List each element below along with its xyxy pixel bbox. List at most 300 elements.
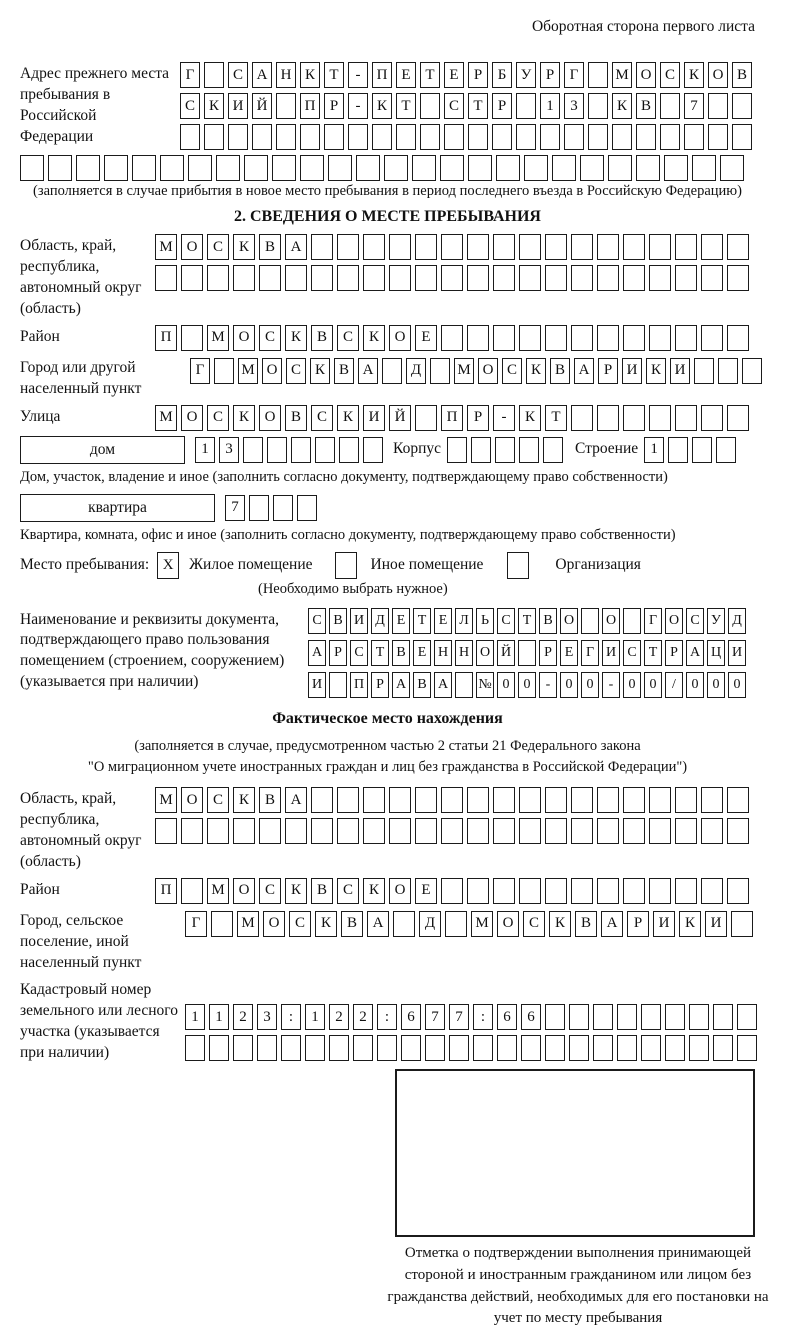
- form-cell[interactable]: [593, 1004, 613, 1030]
- stay-type-checkbox-other-premises[interactable]: [335, 552, 357, 579]
- form-cell[interactable]: [649, 265, 671, 291]
- form-cell[interactable]: [311, 787, 333, 813]
- form-cell[interactable]: И: [622, 358, 642, 384]
- form-cell[interactable]: К: [300, 62, 320, 88]
- form-cell[interactable]: В: [392, 640, 410, 666]
- form-cell[interactable]: [441, 787, 463, 813]
- form-cell[interactable]: [593, 1035, 613, 1061]
- form-cell[interactable]: [569, 1004, 589, 1030]
- form-cell[interactable]: [612, 124, 632, 150]
- form-cell[interactable]: [571, 405, 593, 431]
- form-cell[interactable]: [701, 405, 723, 431]
- form-cell[interactable]: Р: [468, 62, 488, 88]
- form-cell[interactable]: [701, 234, 723, 260]
- form-cell[interactable]: В: [311, 325, 333, 351]
- form-cell[interactable]: [597, 325, 619, 351]
- form-cell[interactable]: :: [281, 1004, 301, 1030]
- form-cell[interactable]: С: [180, 93, 200, 119]
- form-cell[interactable]: [692, 155, 716, 181]
- form-cell[interactable]: [675, 405, 697, 431]
- form-cell[interactable]: Т: [413, 608, 431, 634]
- form-cell[interactable]: [228, 124, 248, 150]
- form-cell[interactable]: [259, 265, 281, 291]
- form-cell[interactable]: В: [413, 672, 431, 698]
- form-cell[interactable]: [623, 265, 645, 291]
- form-cell[interactable]: С: [308, 608, 326, 634]
- form-cell[interactable]: Р: [539, 640, 557, 666]
- form-cell[interactable]: :: [377, 1004, 397, 1030]
- form-cell[interactable]: [597, 787, 619, 813]
- form-cell[interactable]: [440, 155, 464, 181]
- form-cell[interactable]: 1: [185, 1004, 205, 1030]
- form-cell[interactable]: [727, 405, 749, 431]
- form-cell[interactable]: [701, 878, 723, 904]
- form-cell[interactable]: [324, 124, 344, 150]
- form-cell[interactable]: [623, 325, 645, 351]
- form-cell[interactable]: [441, 818, 463, 844]
- form-cell[interactable]: [272, 155, 296, 181]
- form-cell[interactable]: [20, 155, 44, 181]
- form-cell[interactable]: Д: [419, 911, 441, 937]
- form-cell[interactable]: Е: [444, 62, 464, 88]
- form-cell[interactable]: [155, 818, 177, 844]
- form-cell[interactable]: Б: [492, 62, 512, 88]
- form-cell[interactable]: К: [233, 234, 255, 260]
- form-cell[interactable]: [660, 93, 680, 119]
- form-cell[interactable]: А: [686, 640, 704, 666]
- form-cell[interactable]: [689, 1035, 709, 1061]
- form-cell[interactable]: К: [337, 405, 359, 431]
- form-cell[interactable]: 1: [195, 437, 215, 463]
- form-cell[interactable]: О: [560, 608, 578, 634]
- form-cell[interactable]: [132, 155, 156, 181]
- form-cell[interactable]: 6: [401, 1004, 421, 1030]
- form-cell[interactable]: [244, 155, 268, 181]
- form-cell[interactable]: [540, 124, 560, 150]
- form-cell[interactable]: Р: [467, 405, 489, 431]
- form-cell[interactable]: [543, 437, 563, 463]
- form-cell[interactable]: [415, 265, 437, 291]
- form-cell[interactable]: Г: [581, 640, 599, 666]
- form-cell[interactable]: О: [708, 62, 728, 88]
- form-cell[interactable]: И: [728, 640, 746, 666]
- form-cell[interactable]: [444, 124, 464, 150]
- form-cell[interactable]: О: [259, 405, 281, 431]
- form-cell[interactable]: П: [441, 405, 463, 431]
- form-cell[interactable]: Е: [415, 878, 437, 904]
- form-cell[interactable]: [660, 124, 680, 150]
- form-cell[interactable]: [455, 672, 473, 698]
- form-cell[interactable]: [664, 155, 688, 181]
- form-cell[interactable]: [377, 1035, 397, 1061]
- form-cell[interactable]: [519, 818, 541, 844]
- form-cell[interactable]: 3: [257, 1004, 277, 1030]
- form-cell[interactable]: [649, 878, 671, 904]
- form-cell[interactable]: О: [262, 358, 282, 384]
- form-cell[interactable]: С: [623, 640, 641, 666]
- form-cell[interactable]: П: [300, 93, 320, 119]
- form-cell[interactable]: [185, 1035, 205, 1061]
- form-cell[interactable]: Р: [665, 640, 683, 666]
- form-cell[interactable]: 0: [497, 672, 515, 698]
- stay-type-checkbox-residential[interactable]: X: [157, 552, 179, 579]
- form-cell[interactable]: [571, 818, 593, 844]
- form-cell[interactable]: [689, 1004, 709, 1030]
- form-cell[interactable]: [389, 787, 411, 813]
- form-cell[interactable]: [267, 437, 287, 463]
- form-cell[interactable]: -: [539, 672, 557, 698]
- form-cell[interactable]: [617, 1035, 637, 1061]
- form-cell[interactable]: 0: [581, 672, 599, 698]
- form-cell[interactable]: [545, 818, 567, 844]
- form-cell[interactable]: [713, 1004, 733, 1030]
- form-cell[interactable]: [701, 265, 723, 291]
- form-cell[interactable]: К: [679, 911, 701, 937]
- form-cell[interactable]: [727, 325, 749, 351]
- form-cell[interactable]: [328, 155, 352, 181]
- form-cell[interactable]: К: [285, 878, 307, 904]
- form-cell[interactable]: [471, 437, 491, 463]
- form-cell[interactable]: М: [207, 878, 229, 904]
- form-cell[interactable]: [675, 325, 697, 351]
- form-cell[interactable]: [384, 155, 408, 181]
- form-cell[interactable]: 0: [518, 672, 536, 698]
- form-cell[interactable]: [519, 234, 541, 260]
- form-cell[interactable]: [285, 265, 307, 291]
- form-cell[interactable]: [708, 93, 728, 119]
- form-cell[interactable]: [545, 1004, 565, 1030]
- form-cell[interactable]: С: [686, 608, 704, 634]
- form-cell[interactable]: М: [237, 911, 259, 937]
- form-cell[interactable]: У: [707, 608, 725, 634]
- form-cell[interactable]: [363, 265, 385, 291]
- form-cell[interactable]: [441, 234, 463, 260]
- form-cell[interactable]: Р: [329, 640, 347, 666]
- form-cell[interactable]: [273, 495, 293, 521]
- form-cell[interactable]: [372, 124, 392, 150]
- form-cell[interactable]: С: [259, 325, 281, 351]
- form-cell[interactable]: [329, 672, 347, 698]
- form-cell[interactable]: [675, 878, 697, 904]
- form-cell[interactable]: 7: [425, 1004, 445, 1030]
- form-cell[interactable]: [518, 640, 536, 666]
- form-cell[interactable]: [449, 1035, 469, 1061]
- form-cell[interactable]: [597, 405, 619, 431]
- form-cell[interactable]: [597, 234, 619, 260]
- form-cell[interactable]: [363, 234, 385, 260]
- form-cell[interactable]: [468, 155, 492, 181]
- form-cell[interactable]: [181, 325, 203, 351]
- form-cell[interactable]: [545, 787, 567, 813]
- form-cell[interactable]: -: [493, 405, 515, 431]
- form-cell[interactable]: [396, 124, 416, 150]
- form-cell[interactable]: [311, 234, 333, 260]
- form-cell[interactable]: [623, 405, 645, 431]
- form-cell[interactable]: И: [653, 911, 675, 937]
- form-cell[interactable]: 6: [497, 1004, 517, 1030]
- form-cell[interactable]: О: [476, 640, 494, 666]
- form-cell[interactable]: В: [732, 62, 752, 88]
- form-cell[interactable]: [496, 155, 520, 181]
- form-cell[interactable]: [311, 818, 333, 844]
- form-cell[interactable]: Т: [420, 62, 440, 88]
- form-cell[interactable]: С: [286, 358, 306, 384]
- form-cell[interactable]: Ь: [476, 608, 494, 634]
- form-cell[interactable]: 0: [728, 672, 746, 698]
- form-cell[interactable]: Д: [371, 608, 389, 634]
- form-cell[interactable]: [181, 265, 203, 291]
- form-cell[interactable]: 0: [686, 672, 704, 698]
- form-cell[interactable]: В: [334, 358, 354, 384]
- form-cell[interactable]: [447, 437, 467, 463]
- form-cell[interactable]: [675, 818, 697, 844]
- form-cell[interactable]: Д: [728, 608, 746, 634]
- form-cell[interactable]: [552, 155, 576, 181]
- form-cell[interactable]: [581, 608, 599, 634]
- form-cell[interactable]: [588, 124, 608, 150]
- form-cell[interactable]: О: [263, 911, 285, 937]
- form-cell[interactable]: [214, 358, 234, 384]
- form-cell[interactable]: С: [228, 62, 248, 88]
- form-cell[interactable]: Т: [518, 608, 536, 634]
- form-cell[interactable]: О: [233, 878, 255, 904]
- form-cell[interactable]: [545, 325, 567, 351]
- form-cell[interactable]: [649, 234, 671, 260]
- form-cell[interactable]: К: [233, 787, 255, 813]
- form-cell[interactable]: [623, 608, 641, 634]
- form-cell[interactable]: [425, 1035, 445, 1061]
- form-cell[interactable]: Ц: [707, 640, 725, 666]
- form-cell[interactable]: Р: [598, 358, 618, 384]
- form-cell[interactable]: Р: [492, 93, 512, 119]
- form-cell[interactable]: И: [308, 672, 326, 698]
- form-cell[interactable]: И: [602, 640, 620, 666]
- form-cell[interactable]: [305, 1035, 325, 1061]
- form-cell[interactable]: [188, 155, 212, 181]
- form-cell[interactable]: 0: [623, 672, 641, 698]
- form-cell[interactable]: Й: [252, 93, 272, 119]
- form-cell[interactable]: Г: [185, 911, 207, 937]
- form-cell[interactable]: Т: [324, 62, 344, 88]
- form-cell[interactable]: [597, 878, 619, 904]
- form-cell[interactable]: [516, 124, 536, 150]
- form-cell[interactable]: [160, 155, 184, 181]
- form-cell[interactable]: [209, 1035, 229, 1061]
- form-cell[interactable]: [420, 124, 440, 150]
- form-cell[interactable]: [300, 155, 324, 181]
- form-cell[interactable]: [701, 818, 723, 844]
- form-cell[interactable]: [233, 818, 255, 844]
- form-cell[interactable]: [415, 234, 437, 260]
- form-cell[interactable]: П: [350, 672, 368, 698]
- form-cell[interactable]: [493, 818, 515, 844]
- form-cell[interactable]: [415, 787, 437, 813]
- form-cell[interactable]: 1: [209, 1004, 229, 1030]
- form-cell[interactable]: С: [311, 405, 333, 431]
- form-cell[interactable]: [315, 437, 335, 463]
- form-cell[interactable]: М: [155, 234, 177, 260]
- form-cell[interactable]: [521, 1035, 541, 1061]
- form-cell[interactable]: [588, 93, 608, 119]
- form-cell[interactable]: [291, 437, 311, 463]
- form-cell[interactable]: Н: [276, 62, 296, 88]
- form-cell[interactable]: [257, 1035, 277, 1061]
- form-cell[interactable]: [493, 234, 515, 260]
- form-cell[interactable]: [467, 818, 489, 844]
- form-cell[interactable]: А: [601, 911, 623, 937]
- form-cell[interactable]: П: [155, 878, 177, 904]
- form-cell[interactable]: [493, 265, 515, 291]
- form-cell[interactable]: [420, 93, 440, 119]
- form-cell[interactable]: [684, 124, 704, 150]
- form-cell[interactable]: [737, 1035, 757, 1061]
- form-cell[interactable]: [467, 234, 489, 260]
- form-cell[interactable]: [155, 265, 177, 291]
- form-cell[interactable]: [259, 818, 281, 844]
- form-cell[interactable]: К: [363, 325, 385, 351]
- form-cell[interactable]: [356, 155, 380, 181]
- form-cell[interactable]: [467, 265, 489, 291]
- form-cell[interactable]: Л: [455, 608, 473, 634]
- form-cell[interactable]: -: [602, 672, 620, 698]
- form-cell[interactable]: О: [478, 358, 498, 384]
- form-cell[interactable]: [48, 155, 72, 181]
- form-cell[interactable]: [276, 93, 296, 119]
- form-cell[interactable]: С: [207, 787, 229, 813]
- form-cell[interactable]: 2: [233, 1004, 253, 1030]
- form-cell[interactable]: И: [705, 911, 727, 937]
- form-cell[interactable]: [104, 155, 128, 181]
- form-cell[interactable]: 0: [644, 672, 662, 698]
- form-cell[interactable]: М: [155, 787, 177, 813]
- form-cell[interactable]: [204, 62, 224, 88]
- form-cell[interactable]: М: [238, 358, 258, 384]
- form-cell[interactable]: А: [574, 358, 594, 384]
- form-cell[interactable]: С: [207, 234, 229, 260]
- form-cell[interactable]: [742, 358, 762, 384]
- form-cell[interactable]: [243, 437, 263, 463]
- form-cell[interactable]: [727, 787, 749, 813]
- form-cell[interactable]: [720, 155, 744, 181]
- form-cell[interactable]: Р: [627, 911, 649, 937]
- form-cell[interactable]: 3: [564, 93, 584, 119]
- form-cell[interactable]: [389, 234, 411, 260]
- form-cell[interactable]: К: [519, 405, 541, 431]
- form-cell[interactable]: [467, 325, 489, 351]
- form-cell[interactable]: [649, 787, 671, 813]
- form-cell[interactable]: [649, 325, 671, 351]
- form-cell[interactable]: [207, 818, 229, 844]
- form-cell[interactable]: [519, 325, 541, 351]
- form-cell[interactable]: В: [259, 787, 281, 813]
- form-cell[interactable]: [571, 325, 593, 351]
- form-cell[interactable]: С: [350, 640, 368, 666]
- form-cell[interactable]: [608, 155, 632, 181]
- form-cell[interactable]: Й: [497, 640, 515, 666]
- form-cell[interactable]: [363, 787, 385, 813]
- form-cell[interactable]: [571, 265, 593, 291]
- form-cell[interactable]: О: [389, 878, 411, 904]
- form-cell[interactable]: К: [612, 93, 632, 119]
- form-cell[interactable]: [363, 818, 385, 844]
- form-cell[interactable]: О: [497, 911, 519, 937]
- form-cell[interactable]: [467, 878, 489, 904]
- form-cell[interactable]: О: [181, 234, 203, 260]
- form-cell[interactable]: В: [539, 608, 557, 634]
- form-cell[interactable]: О: [181, 787, 203, 813]
- form-cell[interactable]: [692, 437, 712, 463]
- form-cell[interactable]: С: [337, 325, 359, 351]
- form-cell[interactable]: О: [233, 325, 255, 351]
- form-cell[interactable]: М: [207, 325, 229, 351]
- form-cell[interactable]: [495, 437, 515, 463]
- form-cell[interactable]: А: [358, 358, 378, 384]
- form-cell[interactable]: [339, 437, 359, 463]
- form-cell[interactable]: [181, 818, 203, 844]
- form-cell[interactable]: [571, 878, 593, 904]
- form-cell[interactable]: И: [228, 93, 248, 119]
- form-cell[interactable]: Н: [434, 640, 452, 666]
- form-cell[interactable]: Д: [406, 358, 426, 384]
- form-cell[interactable]: 7: [684, 93, 704, 119]
- form-cell[interactable]: К: [646, 358, 666, 384]
- form-cell[interactable]: У: [516, 62, 536, 88]
- form-cell[interactable]: Е: [392, 608, 410, 634]
- form-cell[interactable]: [473, 1035, 493, 1061]
- form-cell[interactable]: А: [392, 672, 410, 698]
- form-cell[interactable]: [701, 787, 723, 813]
- form-cell[interactable]: Т: [644, 640, 662, 666]
- form-cell[interactable]: [737, 1004, 757, 1030]
- form-cell[interactable]: В: [285, 405, 307, 431]
- form-cell[interactable]: Е: [560, 640, 578, 666]
- form-cell[interactable]: А: [367, 911, 389, 937]
- form-cell[interactable]: [519, 787, 541, 813]
- form-cell[interactable]: [641, 1004, 661, 1030]
- form-cell[interactable]: А: [434, 672, 452, 698]
- form-cell[interactable]: Г: [644, 608, 662, 634]
- form-cell[interactable]: 2: [353, 1004, 373, 1030]
- form-cell[interactable]: [597, 818, 619, 844]
- form-cell[interactable]: [329, 1035, 349, 1061]
- form-cell[interactable]: [297, 495, 317, 521]
- form-cell[interactable]: П: [155, 325, 177, 351]
- form-cell[interactable]: 7: [449, 1004, 469, 1030]
- form-cell[interactable]: С: [444, 93, 464, 119]
- form-cell[interactable]: 1: [540, 93, 560, 119]
- form-cell[interactable]: С: [523, 911, 545, 937]
- form-cell[interactable]: К: [204, 93, 224, 119]
- form-cell[interactable]: 7: [225, 495, 245, 521]
- form-cell[interactable]: [732, 124, 752, 150]
- form-cell[interactable]: [468, 124, 488, 150]
- form-cell[interactable]: :: [473, 1004, 493, 1030]
- form-cell[interactable]: С: [259, 878, 281, 904]
- form-cell[interactable]: [337, 265, 359, 291]
- form-cell[interactable]: [701, 325, 723, 351]
- form-cell[interactable]: [675, 234, 697, 260]
- form-cell[interactable]: К: [372, 93, 392, 119]
- form-cell[interactable]: [623, 818, 645, 844]
- form-cell[interactable]: [76, 155, 100, 181]
- form-cell[interactable]: Г: [190, 358, 210, 384]
- form-cell[interactable]: [492, 124, 512, 150]
- form-cell[interactable]: №: [476, 672, 494, 698]
- form-cell[interactable]: [708, 124, 728, 150]
- form-cell[interactable]: [675, 265, 697, 291]
- form-cell[interactable]: [727, 265, 749, 291]
- form-cell[interactable]: [718, 358, 738, 384]
